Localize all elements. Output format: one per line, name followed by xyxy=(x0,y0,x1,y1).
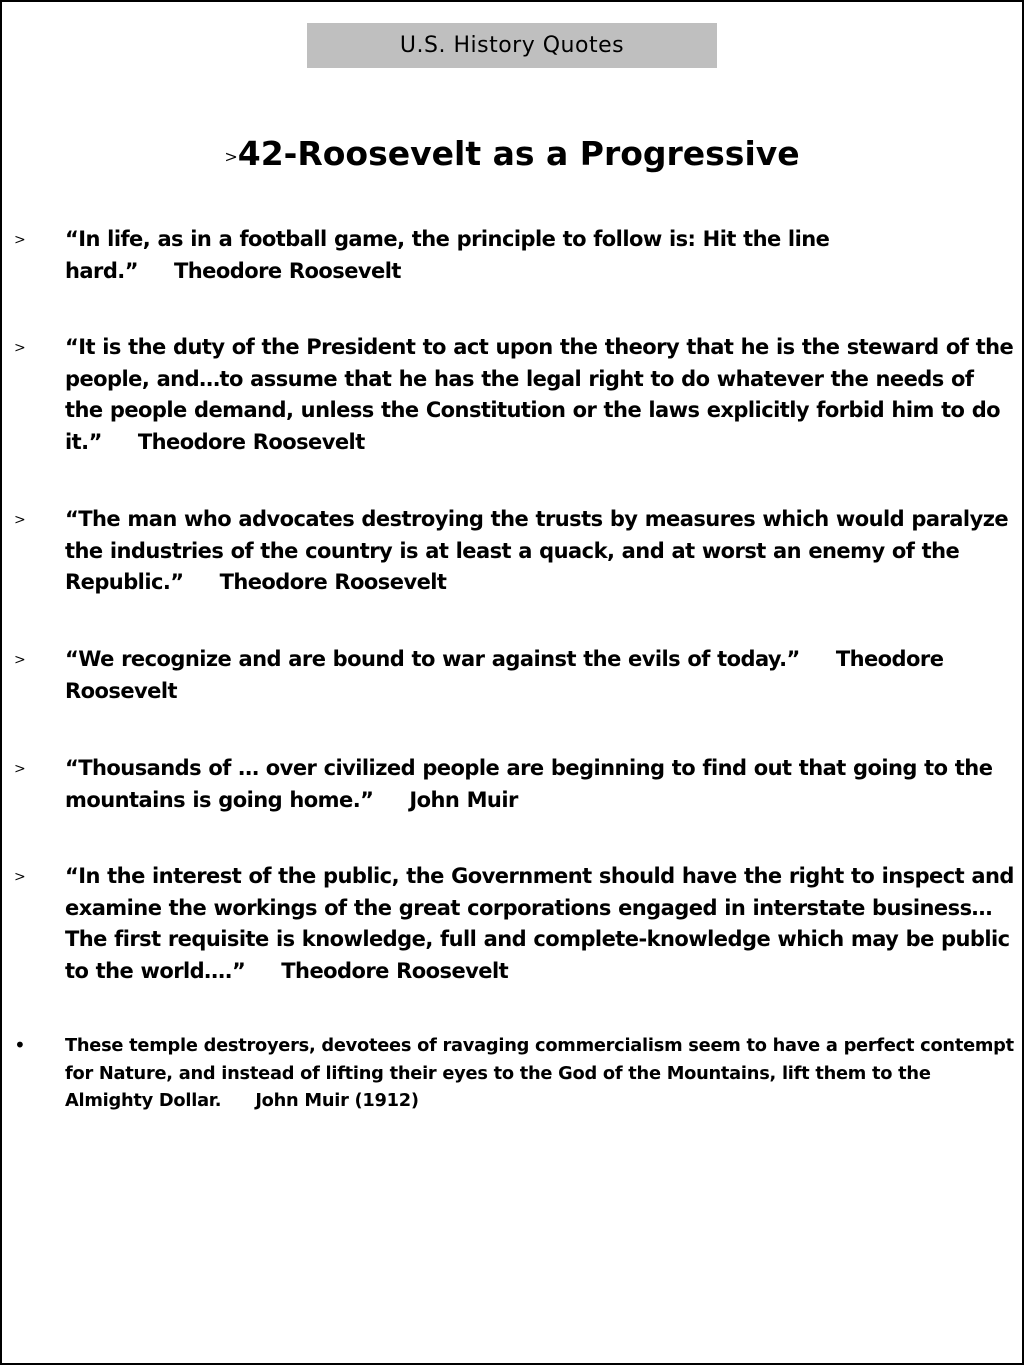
quote-item xyxy=(14,644,1014,707)
quote-text: “The man who advocates destroying the trusts by measures which would paralyze the industries of the country is at least a quack, and at worst an enemy of the Republic.” xyxy=(65,507,1009,595)
quote-author: Theodore Roosevelt xyxy=(281,959,509,984)
header-label: U.S. History Quotes xyxy=(399,33,625,58)
quote-author: Theodore Roosevelt xyxy=(137,430,365,455)
quote-text: “In life, as in a football game, the principle to follow is: Hit the line hard.” xyxy=(65,227,830,283)
quote-item xyxy=(14,224,1014,287)
quote-author: Theodore Roosevelt xyxy=(174,258,401,283)
header-banner xyxy=(307,23,717,68)
quote-body xyxy=(65,753,1014,816)
quote-item xyxy=(14,753,1014,816)
page-title xyxy=(0,128,1024,183)
quote-text: “It is the duty of the President to act upon the theory that he is the steward of the people, and…to assume that he has the legal right to do whatever the needs of the people demand, unless the Constitution or the laws explicitly forbid him to do it.” xyxy=(65,335,1014,455)
title-text: 42-Roosevelt as a Progressive xyxy=(237,134,800,173)
quote-text: “We recognize and are bound to war against the evils of today.” xyxy=(65,647,800,671)
quote-body xyxy=(65,861,1014,988)
quote-bullet: • xyxy=(14,1033,26,1057)
quote-bullet: > xyxy=(14,232,26,248)
quote-body xyxy=(65,1032,1014,1115)
quote-bullet: > xyxy=(14,652,26,668)
quote-text: “Thousands of … over civilized people are beginning to find out that going to the mountains is going home.” xyxy=(65,756,993,812)
title-marker: > xyxy=(224,147,238,166)
quote-bullet: > xyxy=(14,869,26,885)
quote-text: “In the interest of the public, the Government should have the right to inspect and examine the workings of the great corporations engaged in interstate business…The first requisite is knowledge, full and complete-knowledge which may be public to the world….” xyxy=(65,864,1014,984)
quote-author: Theodore Roosevelt xyxy=(219,570,447,595)
quote-item xyxy=(14,1032,1014,1115)
quote-bullet: > xyxy=(14,761,26,777)
quote-item xyxy=(14,504,1014,599)
quote-author: John Muir (1912) xyxy=(255,1090,419,1111)
quote-bullet: > xyxy=(14,512,26,528)
quote-author: Theodore Roosevelt xyxy=(65,647,944,703)
quote-body xyxy=(65,504,1014,599)
quote-item xyxy=(14,861,1014,988)
quote-body xyxy=(65,644,1014,707)
quote-body xyxy=(65,224,1014,287)
quote-item xyxy=(14,332,1014,459)
quote-body xyxy=(65,332,1014,459)
quote-bullet: > xyxy=(14,340,26,356)
quote-author: John Muir xyxy=(409,787,518,812)
quote-text: These temple destroyers, devotees of ravaging commercialism seem to have a perfect contempt for Nature, and instead of lifting their eyes to the God of the Mountains, lift them to the Almighty Dollar. xyxy=(65,1035,1014,1111)
